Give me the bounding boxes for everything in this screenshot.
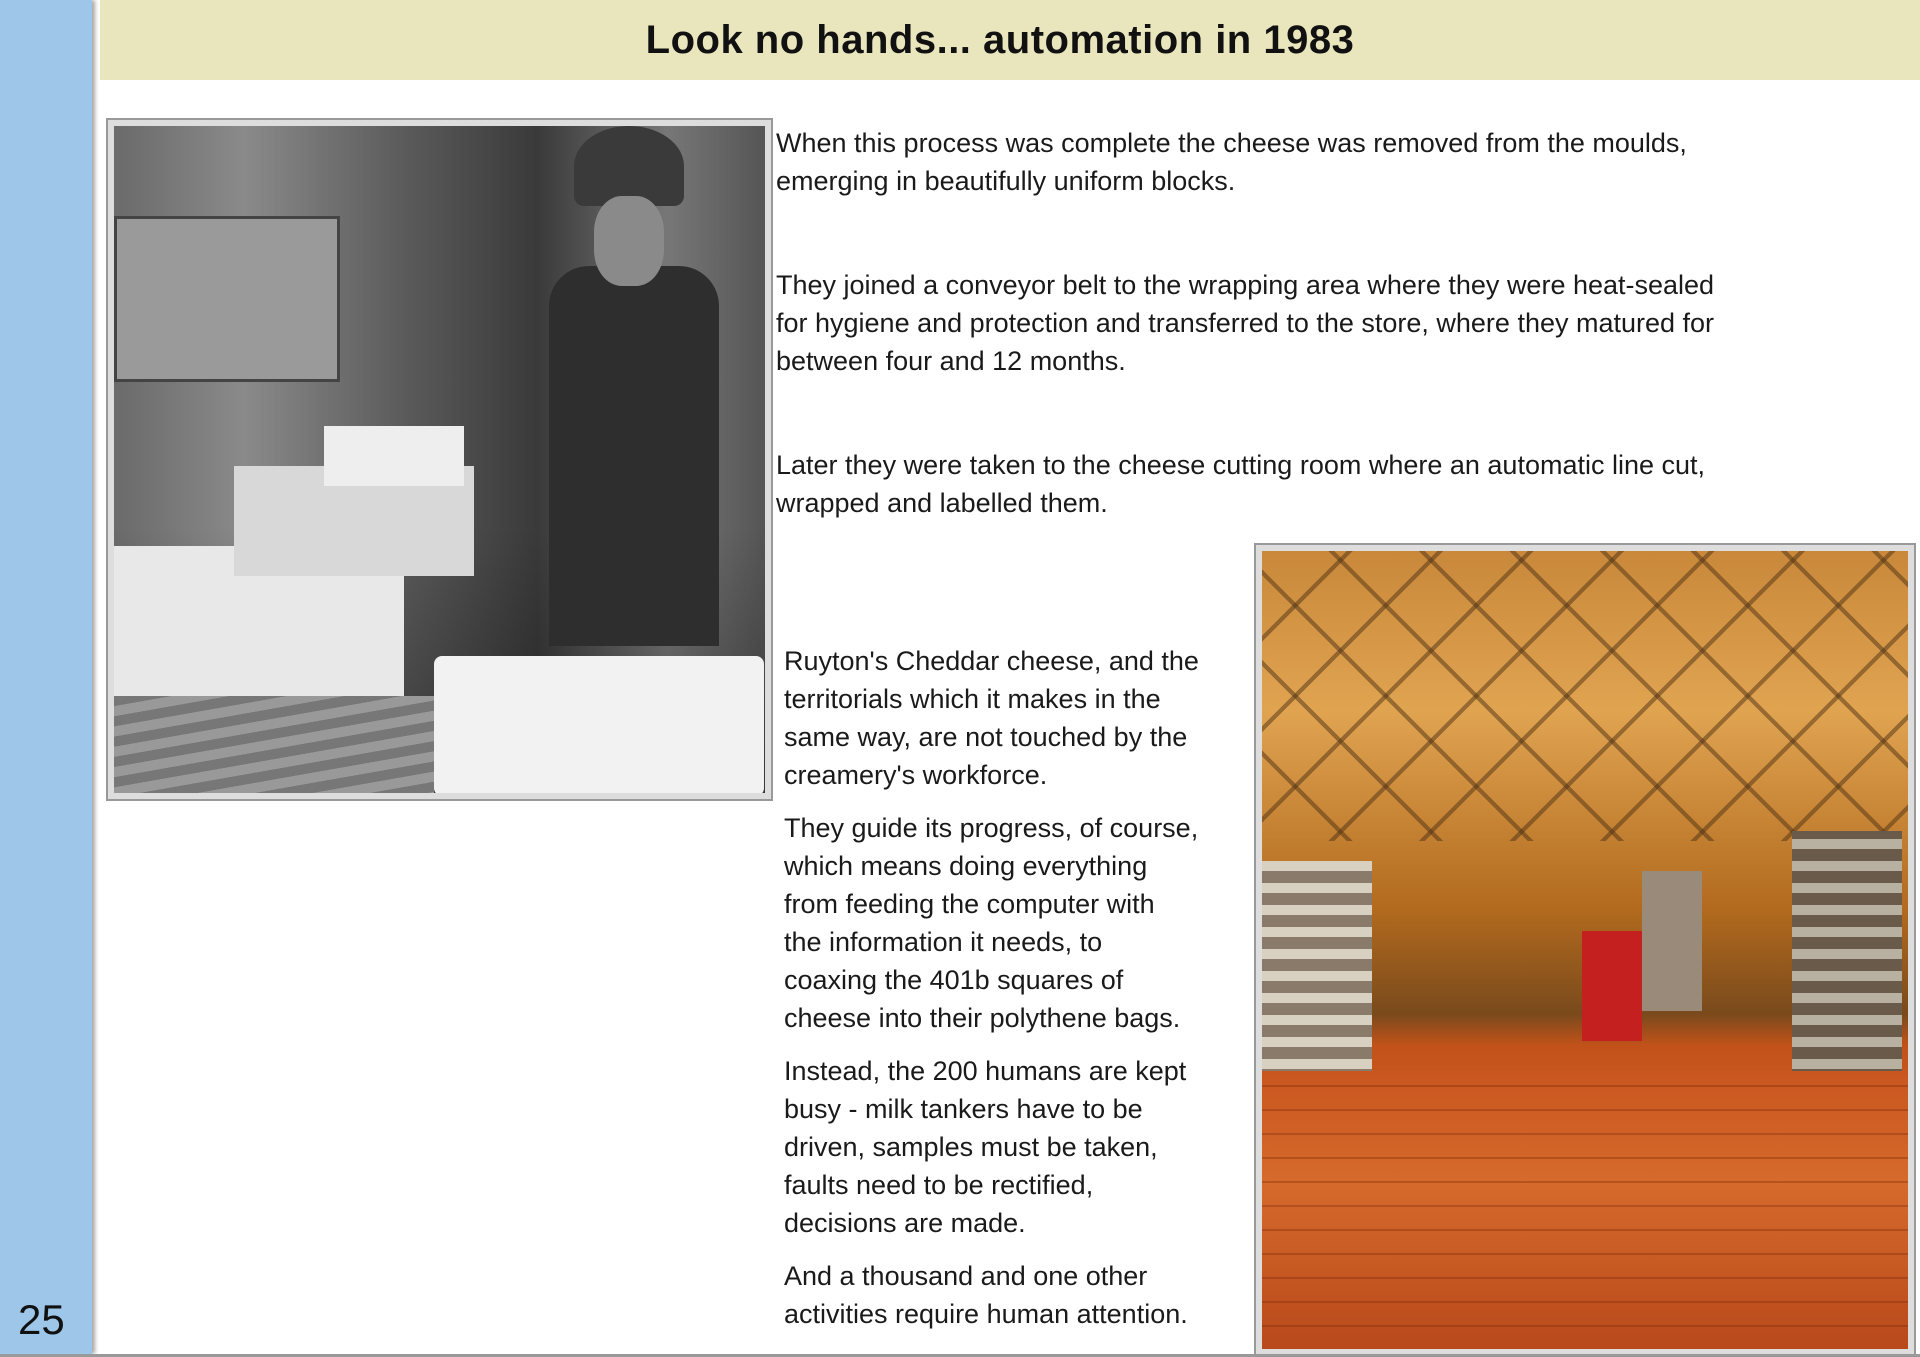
text-line: territorials which it makes in the bbox=[784, 684, 1161, 714]
page-sidebar bbox=[0, 0, 92, 1354]
text-line: between four and 12 months. bbox=[776, 346, 1126, 376]
text-line: When this process was complete the cheese was removed from the moulds, bbox=[776, 128, 1687, 158]
text-line: They joined a conveyor belt to the wrapping area where they were heat-sealed bbox=[776, 270, 1715, 300]
text-line: for hygiene and protection and transferred to the store, where they matured for bbox=[776, 308, 1715, 338]
text-line: Later they were taken to the cheese cutting room where an automatic line cut, bbox=[776, 450, 1706, 480]
text-line: from feeding the computer with bbox=[784, 889, 1155, 919]
photo-creamery-hall bbox=[1254, 543, 1916, 1357]
text-line: creamery's workforce. bbox=[784, 760, 1048, 790]
page-number: 25 bbox=[18, 1296, 65, 1343]
text-line: decisions are made. bbox=[784, 1208, 1026, 1238]
text-line: wrapped and labelled them. bbox=[776, 488, 1108, 518]
paragraph bbox=[784, 809, 1199, 1037]
photo-worker-cheese-machine bbox=[106, 118, 773, 801]
paragraph bbox=[784, 642, 1199, 794]
text-line: which means doing everything bbox=[784, 851, 1148, 881]
paragraph bbox=[776, 266, 1714, 380]
text-line: cheese into their polythene bags. bbox=[784, 1003, 1181, 1033]
text-line: the information it needs, to bbox=[784, 927, 1103, 957]
text-line: faults need to be rectified, bbox=[784, 1170, 1094, 1200]
paragraph bbox=[776, 124, 1714, 200]
text-line: Ruyton's Cheddar cheese, and the bbox=[784, 646, 1199, 676]
text-line: same way, are not touched by the bbox=[784, 722, 1188, 752]
text-line: And a thousand and one other bbox=[784, 1261, 1148, 1291]
paragraph bbox=[784, 1257, 1199, 1333]
text-line: Instead, the 200 humans are kept bbox=[784, 1056, 1187, 1086]
title-bar bbox=[100, 0, 1920, 80]
text-line: emerging in beautifully uniform blocks. bbox=[776, 166, 1236, 196]
paragraph bbox=[784, 1052, 1199, 1242]
text-line: coaxing the 401b squares of bbox=[784, 965, 1124, 995]
text-line: They guide its progress, of course, bbox=[784, 813, 1199, 843]
text-line: busy - milk tankers have to be bbox=[784, 1094, 1143, 1124]
column-text bbox=[784, 642, 1199, 1348]
intro-text bbox=[776, 124, 1714, 588]
text-line: driven, samples must be taken, bbox=[784, 1132, 1158, 1162]
text-line: activities require human attention. bbox=[784, 1299, 1188, 1329]
page-title: Look no hands... automation in 1983 bbox=[645, 17, 1355, 62]
paragraph bbox=[776, 446, 1714, 522]
